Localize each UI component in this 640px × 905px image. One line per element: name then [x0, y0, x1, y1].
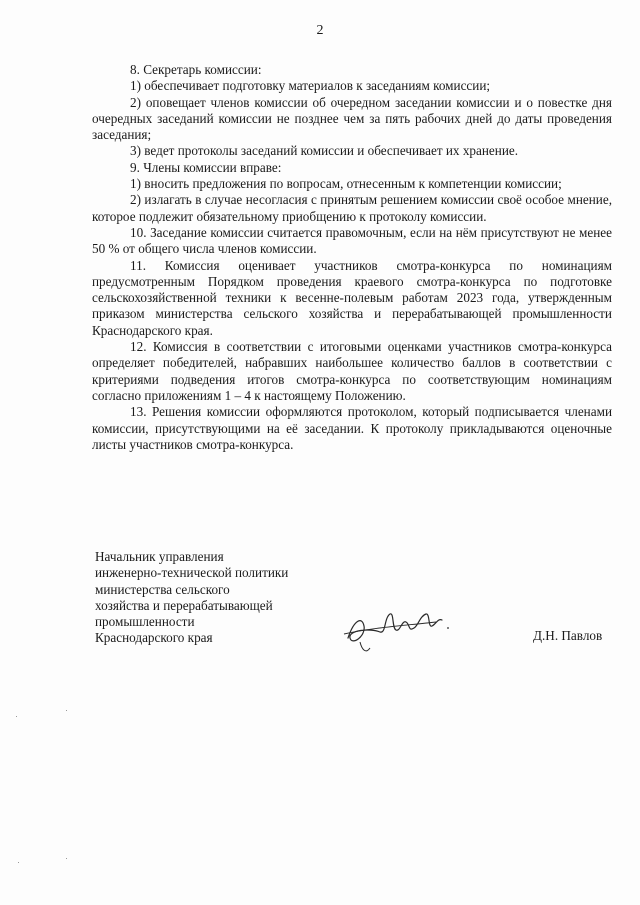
paragraph-8-heading: 8. Секретарь комиссии: [130, 62, 262, 77]
paragraph-13: 13. Решения комиссии оформляются протоколом, который подписывается членами комиссии, присутствующими на её заседании. К протоколу прикладываются оценочные листы участников смотра-конкурса. [92, 404, 612, 452]
signer-name: Д.Н. Павлов [533, 628, 603, 643]
document-body [92, 62, 612, 453]
position-line: промышленности [95, 614, 195, 630]
paragraph-11: 11. Комиссия оценивает участников смотра-конкурса по номинациям предусмотренным Порядком проведения краевого смотра-конкурса по подготовке сельскохозяйственной техники к весенне-полевым работам 2023 года, утвержденным приказом министерства сельского хозяйства и перерабатывающей промышленности Краснодарского края. [92, 257, 612, 338]
page-number: 2 [316, 23, 324, 38]
paragraph-8-item-2: 2) оповещает членов комиссии об очередном заседании комиссии и о повестке дня очередных заседаний комиссии не позднее чем за пять рабочих дней до даты проведения заседания; [92, 94, 612, 143]
paragraph-8-item-1: 1) обеспечивает подготовку материалов к заседаниям комиссии; [130, 78, 491, 94]
position-line: инженерно-технической политики [95, 565, 289, 581]
position-line: министерства сельского [95, 581, 230, 597]
scan-artifact [66, 858, 67, 859]
paragraph-10: 10. Заседание комиссии считается правомочным, если на нём присутствуют не менее 50 % от общего числа членов комиссии. [92, 224, 612, 257]
scan-artifact [66, 710, 67, 711]
position-line: хозяйства и перерабатывающей [95, 597, 273, 613]
scan-artifact [16, 716, 17, 717]
signatory-position [95, 549, 288, 647]
paragraph-12: 12. Комиссия в соответствии с итоговыми оценками участников смотра-конкурса определяет победителей, набравших наибольшее количество баллов в соответствии с критериями подведения итогов смотра-конкурса по соответствующим номинациям согласно приложениям 1 – 4 к настоящему Положению. [92, 339, 612, 403]
position-line: Краснодарского края [95, 630, 213, 646]
position-line: Начальник управления [95, 549, 224, 564]
handwritten-signature [340, 598, 460, 658]
paragraph-9-heading: 9. Члены комиссии вправе: [130, 159, 282, 175]
paragraph-9-item-2: 2) излагать в случае несогласия с принятым решением комиссии своё особое мнение, которое подлежит обязательному приобщению к протоколу комиссии. [92, 192, 612, 224]
paragraph-9-item-1: 1) вносить предложения по вопросам, отнесенным к компетенции комиссии; [130, 176, 562, 192]
scan-artifact [18, 862, 19, 863]
paragraph-8-item-3: 3) ведет протоколы заседаний комиссии и обеспечивает их хранение. [130, 143, 519, 159]
